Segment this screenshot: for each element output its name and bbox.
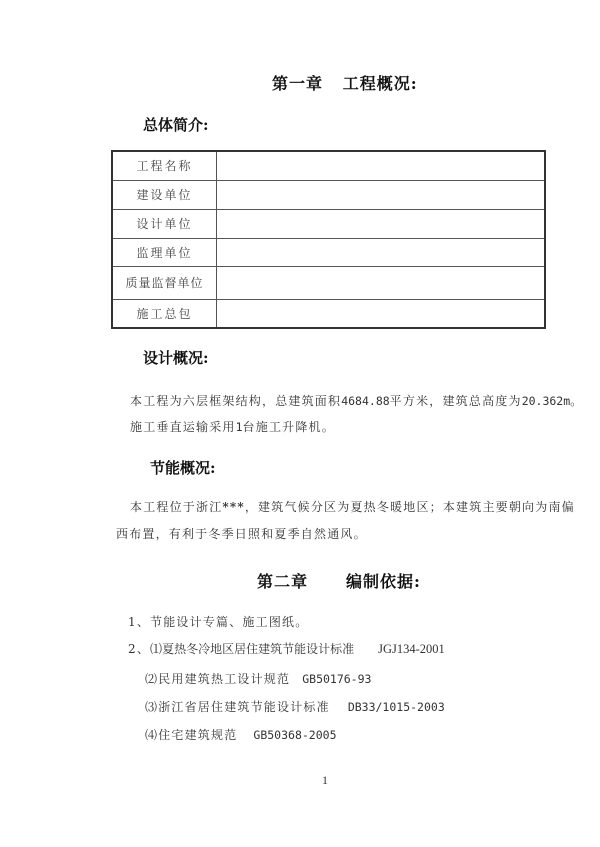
ref-name: 浙江省居住建筑节能设计标准 [158,700,330,714]
ref-name: 民用建筑热工设计规范 [158,672,291,686]
table-row [112,151,545,180]
ref-number: ⑶ [145,700,159,714]
project-info-table [111,150,546,329]
energy-line-1 [130,498,575,515]
row-value [217,299,546,328]
overview-heading: 总体简介: [143,116,209,134]
energy-text: ，建筑气候分区为夏热冬暖地区；本建筑主要朝向为南偏 [244,500,575,514]
row-value [217,151,546,180]
row-label: 监理单位 [112,238,217,266]
row-label: 设计单位 [112,209,217,238]
design-line-1 [130,392,583,409]
design-text: 平方米，建筑总高度为 [389,394,522,408]
item-prefix: 2、 [128,642,151,656]
row-value [217,238,546,266]
basis-item-2 [128,640,445,657]
row-label: 施工总包 [112,299,217,328]
design-text: 施工垂直运输采用 [130,420,236,434]
row-label: 工程名称 [112,151,217,180]
energy-heading: 节能概况: [150,459,216,477]
row-value [217,180,546,209]
ref-name: 夏热冬冷地区居住建筑节能设计标准 [162,642,355,656]
energy-line-2: 西布置，有利于冬季日照和夏季自然通风。 [116,527,367,541]
chapter-2-prefix: 第二章 [257,572,309,591]
chapter-2-text: 编制依据: [346,572,421,591]
energy-text: 本工程位于浙江 [130,500,223,514]
design-text: 本工程为六层框架结构，总建筑面积 [130,394,342,408]
ref-name: 住宅建筑规范 [158,728,238,742]
basis-ref-4 [145,726,337,743]
design-line-2 [130,418,335,435]
total-area: 4684.88 [341,394,390,408]
chapter-1-title [272,71,418,94]
chapter-1-text: 工程概况: [342,74,418,93]
lift-count: 1 [235,420,243,434]
ref-code: GB50368-2005 [253,728,337,742]
ref-code: GB50176-93 [302,672,372,686]
design-text: 。 [570,394,584,408]
building-height: 20.362m [521,394,571,408]
design-text: 台施工升降机。 [242,420,335,434]
table-row [112,180,545,209]
basis-item-1: 1、节能设计专篇、施工图纸。 [128,615,309,629]
table-row [112,209,545,238]
chapter-2-title [257,569,421,592]
ref-code: JGJ134-2001 [378,642,445,656]
row-label: 质量监督单位 [112,266,217,299]
chapter-1-prefix: 第一章 [272,74,324,93]
table-row [112,238,545,266]
basis-ref-2 [145,670,371,687]
row-value [217,209,546,238]
page-number: 1 [322,773,328,787]
basis-ref-3 [145,698,445,715]
table-row [112,299,545,328]
ref-number: ⑵ [145,672,159,686]
row-value [217,266,546,299]
row-label: 建设单位 [112,180,217,209]
masked-location: *** [222,500,245,514]
table-row [112,266,545,299]
ref-number: ⑴ [150,642,163,656]
ref-code: DB33/1015-2003 [347,700,445,714]
ref-number: ⑷ [145,728,159,742]
design-heading: 设计概况: [143,349,209,367]
